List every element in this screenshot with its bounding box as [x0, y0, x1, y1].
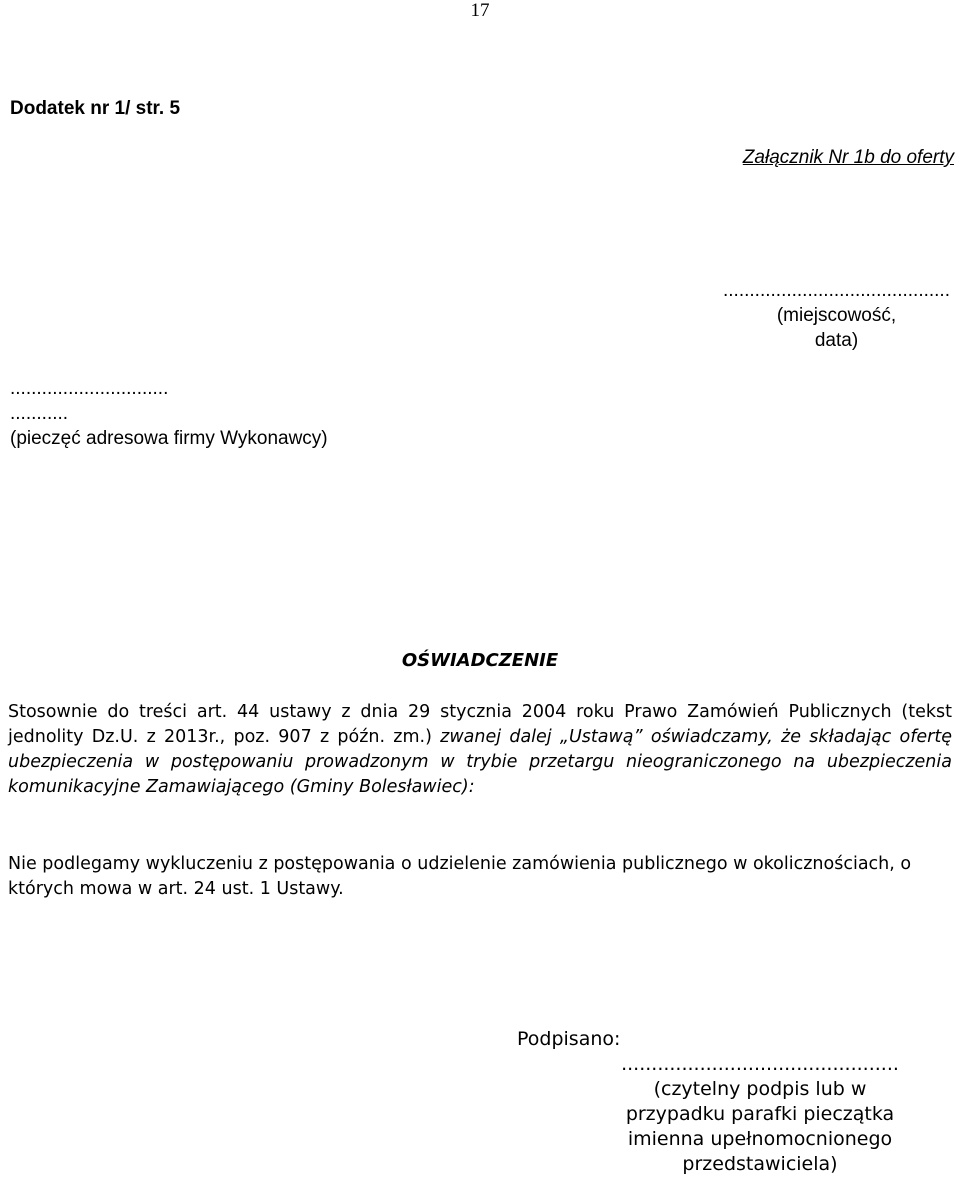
company-stamp-block [10, 376, 328, 451]
place-date-label-line1: (miejscowość, [776, 305, 897, 326]
place-date-label-line2: data) [814, 330, 859, 351]
signature-caption-line3: imienna upełnomocnionego [627, 1128, 893, 1150]
attachment-label: Załącznik Nr 1b do oferty [742, 147, 954, 168]
signed-label: Podpisano: [517, 1028, 621, 1050]
appendix-reference: Dodatek nr 1/ str. 5 [10, 98, 181, 119]
place-date-block [723, 278, 950, 353]
signature-caption-line2: przypadku parafki pieczątka [625, 1103, 895, 1125]
signature-caption-line4: przedstawiciela) [682, 1153, 838, 1175]
signature-caption-line1: (czytelny podpis lub w [653, 1078, 867, 1100]
stamp-label: (pieczęć adresowa firmy Wykonawcy) [10, 428, 328, 449]
declaration-paragraph: Nie podlegamy wykluczeniu z postępowania o udzielenie zamówienia publicznego w okolicznościach, o których mowa w art. 24 ust. 1 Ustawy. [8, 854, 912, 899]
statement-part2: zwanej dalej „Ustawą” oświadczamy, że składając ofertę ubezpieczenia w postępowaniu prowadzonym w trybie przetargu nieograniczonego na ubezpieczenia komunikacyjne Zamawiającego (Gminy Bolesławiec): [8, 727, 952, 797]
signature-block [610, 1052, 910, 1177]
place-date-dots: ........................................... [723, 280, 950, 301]
statement-part1: Stosownie do treści art. 44 ustawy z dnia 29 stycznia 2004 roku Prawo Zamówień Publicznych (tekst jednolity Dz.U. z 2013r., poz. 907 z późn. zm.) [8, 702, 952, 747]
document-title: OŚWIADCZENIE [401, 650, 559, 671]
signature-dots: .............................................. [621, 1053, 899, 1075]
statement-paragraph [8, 700, 952, 800]
stamp-dots-line1: .............................. [10, 378, 169, 399]
stamp-dots-line2: ........... [10, 403, 69, 424]
page-number: 17 [470, 0, 490, 21]
